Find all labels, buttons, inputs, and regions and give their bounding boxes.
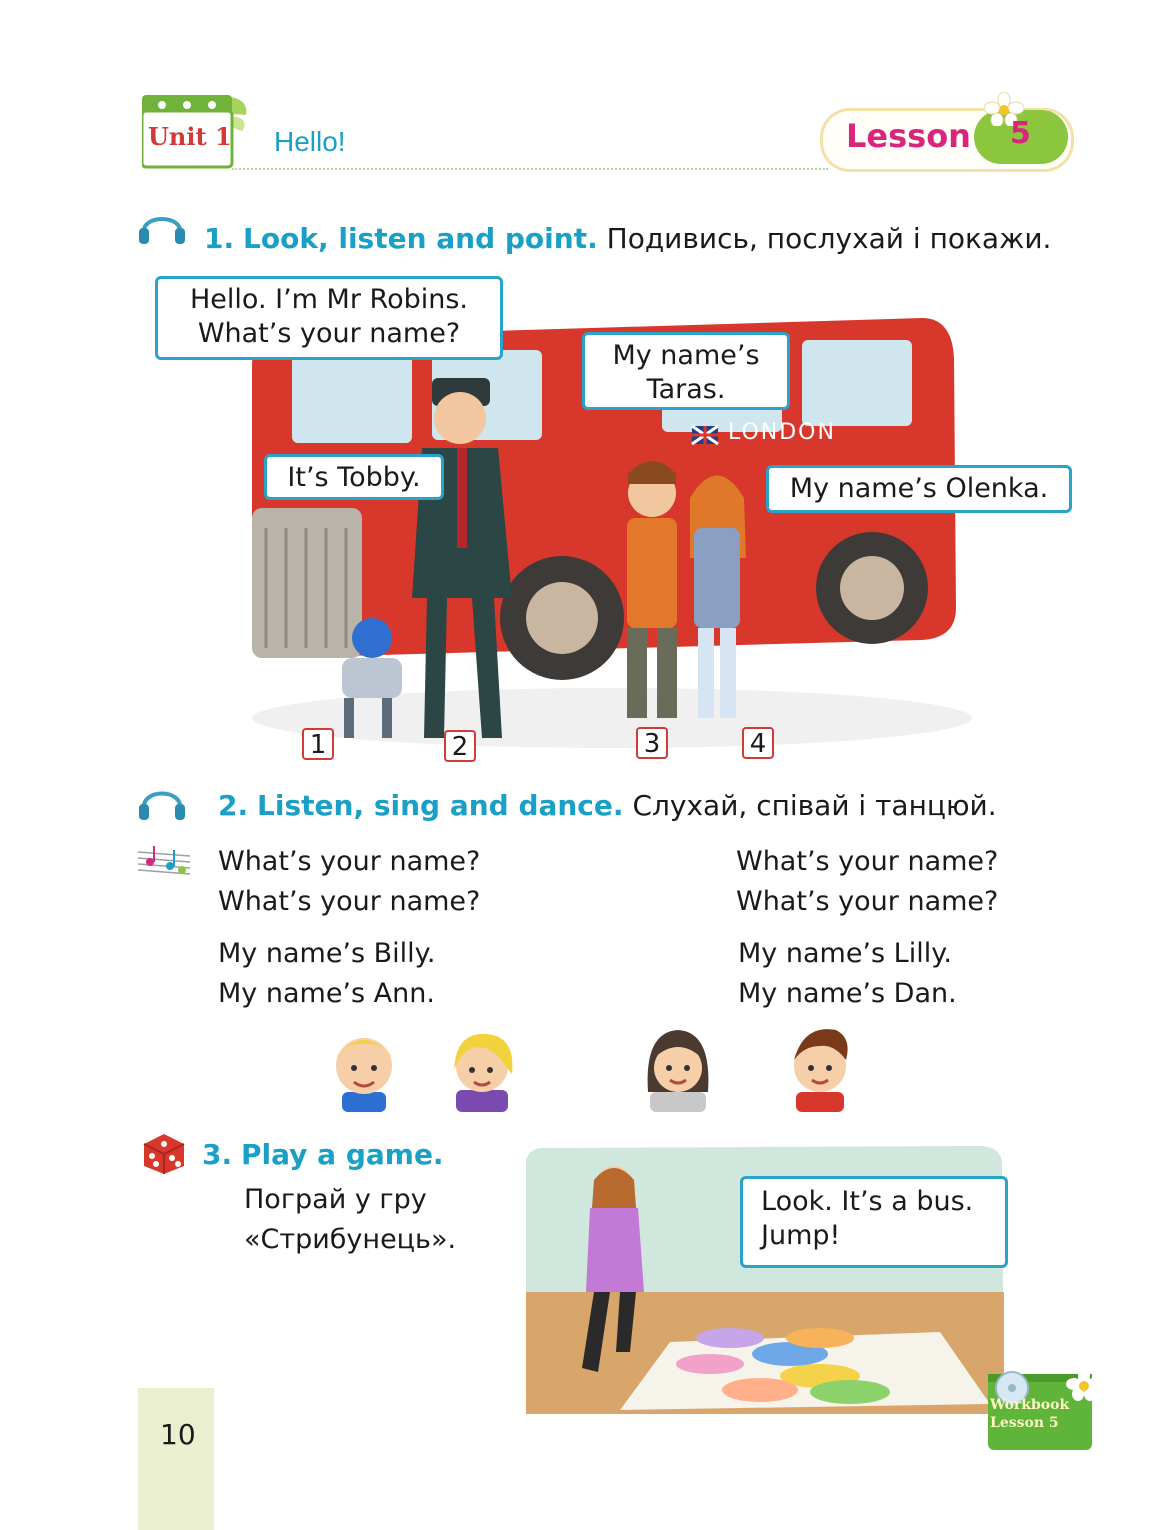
exercise-3-number: 3. [202, 1138, 233, 1171]
exercise-2-number: 2. [218, 789, 249, 822]
subtitle-line: «Стрибунець». [244, 1224, 457, 1255]
song-left-verse-1 [218, 842, 480, 922]
song-line: What’s your name? [218, 846, 481, 877]
face-billy-illustration [324, 1020, 404, 1110]
song-line: My name’s Lilly. [738, 938, 952, 969]
headphones-icon [136, 206, 188, 250]
workbook-label [990, 1396, 1069, 1432]
face-dan-illustration [780, 1020, 860, 1110]
header-divider [232, 168, 828, 170]
music-notes-icon [136, 842, 192, 882]
lesson-label: Lesson [846, 117, 971, 155]
tobby-text: It’s Tobby. [287, 462, 421, 493]
unit-label: Unit 1 [148, 122, 232, 151]
speech-bubble-robins [155, 276, 503, 360]
song-line: What’s your name? [736, 846, 999, 877]
taras-line-2: Taras. [646, 374, 726, 405]
workbook-line-2: Lesson 5 [990, 1415, 1059, 1431]
bus-sign: LONDON [728, 420, 836, 445]
exercise-3-heading [202, 1138, 444, 1171]
headphones-icon [136, 780, 188, 828]
dice-icon [138, 1130, 188, 1180]
page-number-tab [138, 1388, 214, 1530]
olenka-text: My name’s Olenka. [789, 473, 1049, 504]
song-line: What’s your name? [218, 886, 481, 917]
page-number: 10 [160, 1418, 196, 1451]
lesson-number: 5 [1010, 116, 1031, 151]
speech-bubble-game [740, 1176, 1008, 1268]
song-left-verse-2 [218, 934, 435, 1014]
song-line: My name’s Billy. [218, 938, 436, 969]
marker-4: 4 [742, 727, 774, 759]
exercise-1-heading [204, 222, 1051, 255]
exercise-2-heading [218, 789, 997, 822]
song-line: My name’s Ann. [218, 978, 435, 1009]
robins-line-1: Hello. I’m Mr Robins. [189, 284, 468, 315]
robins-line-2: What’s your name? [197, 318, 461, 349]
taras-line-1: My name’s [612, 340, 760, 371]
speech-bubble-olenka [766, 465, 1072, 513]
exercise-1-title-en: Look, listen and point. [243, 222, 598, 255]
marker-2: 2 [444, 730, 476, 762]
speech-bubble-tobby [264, 454, 444, 500]
exercise-2-title-ua: Слухай, співай і танцюй. [632, 789, 997, 822]
song-right-verse-1 [736, 842, 998, 922]
exercise-2-title-en: Listen, sing and dance. [257, 789, 624, 822]
song-line: My name’s Dan. [738, 978, 957, 1009]
exercise-3-title-en: Play a game. [241, 1138, 444, 1171]
game-bubble-line-1: Look. It’s a bus. [761, 1186, 974, 1217]
marker-1: 1 [302, 728, 334, 760]
song-line: What’s your name? [736, 886, 999, 917]
face-lilly-illustration [638, 1022, 718, 1112]
speech-bubble-taras [582, 332, 790, 410]
exercise-1-number: 1. [204, 222, 235, 255]
exercise-3-subtitle [244, 1180, 456, 1260]
workbook-line-1: Workbook [990, 1397, 1070, 1413]
face-ann-illustration [442, 1024, 522, 1114]
marker-3: 3 [636, 727, 668, 759]
unit-title: Hello! [274, 126, 346, 157]
exercise-1-title-ua: Подивись, послухай і покажи. [606, 222, 1052, 255]
song-right-verse-2 [738, 934, 957, 1014]
subtitle-line: Пограй у гру [244, 1184, 427, 1215]
game-bubble-line-2: Jump! [761, 1220, 841, 1251]
